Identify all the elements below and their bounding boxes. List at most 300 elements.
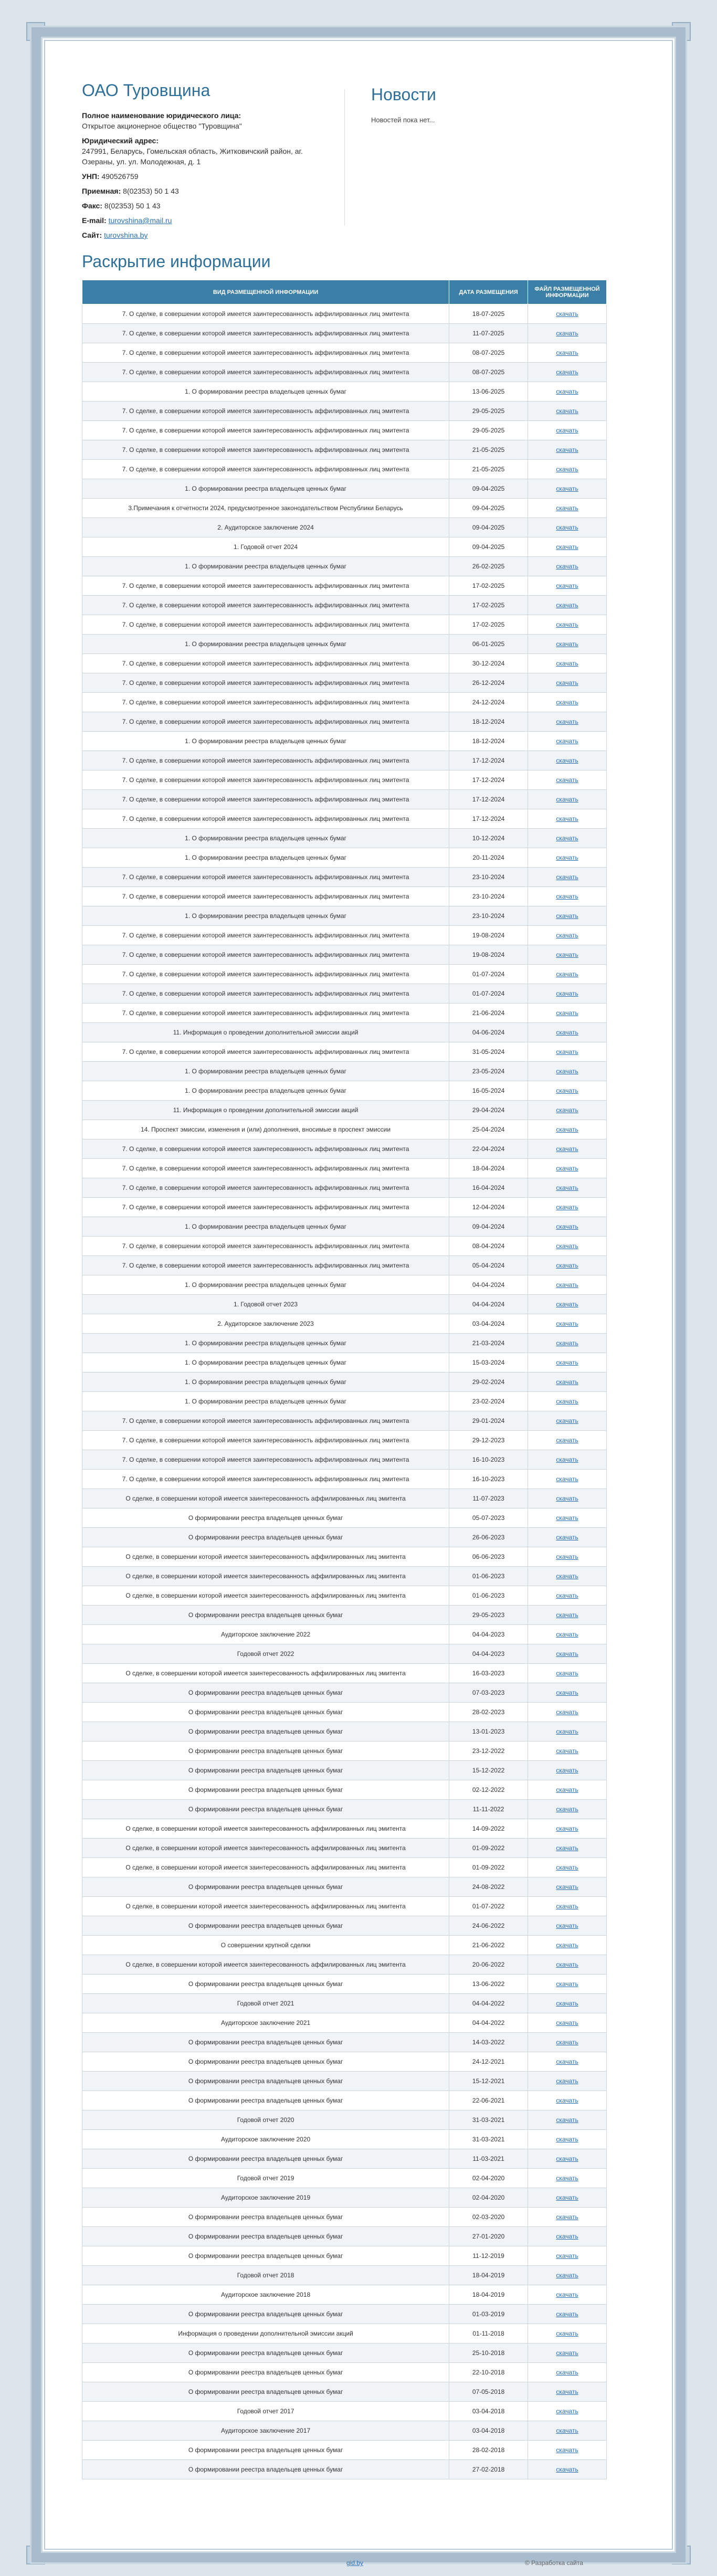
download-link[interactable]: скачать (556, 2058, 578, 2065)
table-row (82, 1955, 607, 1975)
table-row (82, 2246, 607, 2266)
row-file (528, 809, 607, 829)
download-link[interactable]: скачать (556, 2194, 578, 2201)
row-date: 24-12-2024 (449, 693, 528, 712)
download-link[interactable]: скачать (556, 679, 578, 687)
row-info-type: 1. О формировании реестра владельцев ценных бумаг (82, 1334, 449, 1353)
row-info-type: 7. О сделке, в совершении которой имеется заинтересованность аффилированных лиц эмитента (82, 615, 449, 635)
row-info-type: О формировании реестра владельцев ценных бумаг (82, 1780, 449, 1800)
download-link[interactable]: скачать (556, 912, 578, 920)
download-link[interactable]: скачать (556, 2427, 578, 2434)
row-info-type: О формировании реестра владельцев ценных бумаг (82, 1741, 449, 1761)
row-info-type: 1. О формировании реестра владельцев ценных бумаг (82, 732, 449, 751)
header-date: ДАТА РАЗМЕЩЕНИЯ (449, 280, 528, 304)
table-row (82, 770, 607, 790)
row-date: 17-12-2024 (449, 770, 528, 790)
reception-value: 8(02353) 50 1 43 (123, 187, 179, 195)
row-date: 24-08-2022 (449, 1877, 528, 1897)
table-row (82, 1547, 607, 1567)
row-date: 04-06-2024 (449, 1023, 528, 1042)
table-row (82, 2110, 607, 2130)
row-file (528, 1722, 607, 1741)
download-link[interactable]: скачать (556, 563, 578, 570)
download-link[interactable]: скачать (556, 1631, 578, 1638)
table-row (82, 2460, 607, 2479)
download-link[interactable]: скачать (556, 1301, 578, 1308)
main-content (82, 58, 607, 2479)
download-link[interactable]: скачать (556, 1864, 578, 1871)
table-row (82, 848, 607, 868)
row-date: 14-09-2022 (449, 1819, 528, 1839)
row-info-type: Годовой отчет 2019 (82, 2169, 449, 2188)
full-name-value: Открытое акционерное общество "Туровщина" (82, 122, 242, 130)
row-file (528, 1198, 607, 1217)
table-row (82, 1508, 607, 1528)
download-link[interactable]: скачать (556, 970, 578, 978)
row-info-type: 7. О сделке, в совершении которой имеется заинтересованность аффилированных лиц эмитента (82, 596, 449, 615)
row-info-type: 7. О сделке, в совершении которой имеется заинтересованность аффилированных лиц эмитента (82, 1411, 449, 1431)
table-row (82, 1625, 607, 1644)
row-info-type: О формировании реестра владельцев ценных бумаг (82, 1703, 449, 1722)
download-link[interactable]: скачать (556, 1980, 578, 1988)
download-link[interactable]: скачать (556, 2388, 578, 2395)
row-info-type: 1. О формировании реестра владельцев ценных бумаг (82, 635, 449, 654)
download-link[interactable]: скачать (556, 485, 578, 492)
row-file (528, 1664, 607, 1683)
download-link[interactable]: скачать (556, 1165, 578, 1172)
table-row (82, 2382, 607, 2402)
row-file (528, 868, 607, 887)
table-row (82, 615, 607, 635)
row-date: 26-02-2025 (449, 557, 528, 576)
download-link[interactable]: скачать (556, 1456, 578, 1463)
download-link[interactable]: скачать (556, 2369, 578, 2376)
download-link[interactable]: скачать (556, 1728, 578, 1735)
table-row (82, 1606, 607, 1625)
download-link[interactable]: скачать (556, 893, 578, 900)
email-label: E-mail: (82, 216, 107, 225)
row-file (528, 1839, 607, 1858)
row-info-type: 7. О сделке, в совершении которой имеется заинтересованность аффилированных лиц эмитента (82, 1004, 449, 1023)
table-row (82, 421, 607, 440)
download-link[interactable]: скачать (556, 2291, 578, 2298)
row-file (528, 1606, 607, 1625)
download-link[interactable]: скачать (556, 543, 578, 551)
download-link[interactable]: скачать (556, 640, 578, 648)
download-link[interactable]: скачать (556, 1922, 578, 1929)
table-row (82, 2033, 607, 2052)
row-file (528, 440, 607, 460)
row-date: 25-04-2024 (449, 1120, 528, 1139)
download-link[interactable]: скачать (556, 310, 578, 318)
row-date: 09-04-2025 (449, 479, 528, 499)
row-info-type: 7. О сделке, в совершении которой имеется заинтересованность аффилированных лиц эмитента (82, 984, 449, 1004)
row-date: 04-04-2022 (449, 1994, 528, 2013)
download-link[interactable]: скачать (556, 2039, 578, 2046)
download-link[interactable]: скачать (556, 1883, 578, 1891)
download-link[interactable]: скачать (556, 951, 578, 958)
row-file (528, 1470, 607, 1489)
download-link[interactable]: скачать (556, 1009, 578, 1017)
download-link[interactable]: скачать (556, 854, 578, 861)
table-row (82, 343, 607, 363)
row-date: 05-07-2023 (449, 1508, 528, 1528)
row-info-type: О сделке, в совершении которой имеется заинтересованность аффилированных лиц эмитента (82, 1489, 449, 1508)
row-date: 29-05-2023 (449, 1606, 528, 1625)
table-row (82, 2052, 607, 2072)
download-link[interactable]: скачать (556, 1747, 578, 1755)
table-row (82, 537, 607, 557)
download-link[interactable]: скачать (556, 1242, 578, 1250)
download-link[interactable]: скачать (556, 1145, 578, 1153)
row-date: 18-04-2019 (449, 2266, 528, 2285)
email-block (82, 215, 329, 226)
row-info-type: 7. О сделке, в совершении которой имеется заинтересованность аффилированных лиц эмитента (82, 1159, 449, 1178)
row-date: 17-02-2025 (449, 576, 528, 596)
table-row (82, 2343, 607, 2363)
row-date: 11-12-2019 (449, 2246, 528, 2266)
row-date: 16-04-2024 (449, 1178, 528, 1198)
download-link[interactable]: скачать (556, 1844, 578, 1852)
row-file (528, 1800, 607, 1819)
row-date: 04-04-2023 (449, 1644, 528, 1664)
table-row (82, 1256, 607, 1275)
download-link[interactable]: скачать (556, 718, 578, 725)
table-row (82, 1373, 607, 1392)
row-info-type: О формировании реестра владельцев ценных бумаг (82, 2363, 449, 2382)
table-row (82, 2091, 607, 2110)
download-link[interactable]: скачать (556, 2136, 578, 2143)
row-file (528, 2188, 607, 2208)
row-file (528, 1275, 607, 1295)
row-info-type: 3.Примечания к отчетности 2024, предусмотренное законодательством Республики Беларусь (82, 499, 449, 518)
row-info-type: Аудиторское заключение 2022 (82, 1625, 449, 1644)
row-info-type: О формировании реестра владельцев ценных бумаг (82, 2246, 449, 2266)
download-link[interactable]: скачать (556, 2233, 578, 2240)
row-info-type: О формировании реестра владельцев ценных бумаг (82, 1916, 449, 1936)
row-file (528, 732, 607, 751)
row-file (528, 1936, 607, 1955)
download-link[interactable]: скачать (556, 1087, 578, 1094)
row-info-type: 1. О формировании реестра владельцев ценных бумаг (82, 1275, 449, 1295)
fax-value: 8(02353) 50 1 43 (104, 202, 161, 210)
row-file (528, 906, 607, 926)
download-link[interactable]: скачать (556, 621, 578, 628)
row-file (528, 2013, 607, 2033)
row-file (528, 829, 607, 848)
download-link[interactable]: скачать (556, 1029, 578, 1036)
table-row (82, 732, 607, 751)
row-info-type: 7. О сделке, в совершении которой имеется заинтересованность аффилированных лиц эмитента (82, 790, 449, 809)
row-file (528, 1975, 607, 1994)
row-info-type: 7. О сделке, в совершении которой имеется заинтересованность аффилированных лиц эмитента (82, 1042, 449, 1062)
row-date: 04-04-2023 (449, 1625, 528, 1644)
download-link[interactable]: скачать (556, 1572, 578, 1580)
download-link[interactable]: скачать (556, 1126, 578, 1133)
row-date: 24-06-2022 (449, 1916, 528, 1936)
row-date: 01-07-2024 (449, 965, 528, 984)
download-link[interactable]: скачать (556, 1650, 578, 1657)
footer-site-link[interactable]: gid.by (346, 2559, 364, 2567)
footer-credit: © Разработка сайта (525, 2559, 583, 2567)
table-row (82, 829, 607, 848)
download-link[interactable]: скачать (556, 835, 578, 842)
download-link[interactable]: скачать (556, 2446, 578, 2454)
download-link[interactable]: скачать (556, 873, 578, 881)
download-link[interactable]: скачать (556, 1398, 578, 1405)
table-row (82, 1295, 607, 1314)
row-file (528, 402, 607, 421)
download-link[interactable]: скачать (556, 1592, 578, 1599)
table-row (82, 945, 607, 965)
row-info-type: 7. О сделке, в совершении которой имеется заинтересованность аффилированных лиц эмитента (82, 402, 449, 421)
row-file (528, 654, 607, 673)
table-row (82, 557, 607, 576)
row-info-type: О сделке, в совершении которой имеется заинтересованность аффилированных лиц эмитента (82, 1664, 449, 1683)
news-section (345, 58, 581, 252)
download-link[interactable]: скачать (556, 524, 578, 531)
download-link[interactable]: скачать (556, 1689, 578, 1696)
row-file (528, 1450, 607, 1470)
table-row (82, 1722, 607, 1741)
download-link[interactable]: скачать (556, 1941, 578, 1949)
table-row (82, 1780, 607, 1800)
download-link[interactable]: скачать (556, 1514, 578, 1522)
row-date: 09-04-2025 (449, 518, 528, 537)
row-date: 28-02-2023 (449, 1703, 528, 1722)
row-file (528, 1858, 607, 1877)
download-link[interactable]: скачать (556, 1184, 578, 1191)
row-file (528, 576, 607, 596)
download-link[interactable]: скачать (556, 368, 578, 376)
download-link[interactable]: скачать (556, 757, 578, 764)
row-date: 06-06-2023 (449, 1547, 528, 1567)
full-name-label: Полное наименование юридического лица: (82, 111, 241, 120)
table-row (82, 926, 607, 945)
download-link[interactable]: скачать (556, 2174, 578, 2182)
table-row (82, 363, 607, 382)
download-link[interactable]: скачать (556, 2252, 578, 2260)
table-row (82, 887, 607, 906)
download-link[interactable]: скачать (556, 1223, 578, 1230)
site-label: Сайт: (82, 231, 102, 239)
header-file: ФАЙЛ РАЗМЕЩЕННОЙ ИНФОРМАЦИИ (528, 280, 607, 304)
table-row (82, 2013, 607, 2033)
download-link[interactable]: скачать (556, 2466, 578, 2473)
table-row (82, 2169, 607, 2188)
row-date: 31-03-2021 (449, 2110, 528, 2130)
download-link[interactable]: скачать (556, 349, 578, 356)
download-link[interactable]: скачать (556, 1534, 578, 1541)
row-file (528, 615, 607, 635)
row-date: 15-12-2022 (449, 1761, 528, 1780)
download-link[interactable]: скачать (556, 466, 578, 473)
row-date: 01-03-2019 (449, 2305, 528, 2324)
row-date: 04-04-2024 (449, 1275, 528, 1295)
row-date: 27-02-2018 (449, 2460, 528, 2479)
download-link[interactable]: скачать (556, 1708, 578, 1716)
download-link[interactable]: скачать (556, 1806, 578, 1813)
download-link[interactable]: скачать (556, 2310, 578, 2318)
download-link[interactable]: скачать (556, 1417, 578, 1424)
row-date: 16-05-2024 (449, 1081, 528, 1101)
download-link[interactable]: скачать (556, 990, 578, 997)
download-link[interactable]: скачать (556, 2000, 578, 2007)
download-link[interactable]: скачать (556, 1437, 578, 1444)
row-date: 14-03-2022 (449, 2033, 528, 2052)
table-row (82, 1936, 607, 1955)
download-link[interactable]: скачать (556, 796, 578, 803)
row-date: 17-12-2024 (449, 751, 528, 770)
row-file (528, 460, 607, 479)
download-link[interactable]: скачать (556, 1106, 578, 1114)
download-link[interactable]: скачать (556, 2077, 578, 2085)
row-info-type: 7. О сделке, в совершении которой имеется заинтересованность аффилированных лиц эмитента (82, 945, 449, 965)
row-info-type: Годовой отчет 2020 (82, 2110, 449, 2130)
row-info-type: 2. Аудиторское заключение 2024 (82, 518, 449, 537)
table-row (82, 1897, 607, 1916)
download-link[interactable]: скачать (556, 2330, 578, 2337)
download-link[interactable]: скачать (556, 1048, 578, 1055)
row-date: 09-04-2024 (449, 1217, 528, 1237)
row-info-type: 7. О сделке, в совершении которой имеется заинтересованность аффилированных лиц эмитента (82, 926, 449, 945)
row-file (528, 421, 607, 440)
download-link[interactable]: скачать (556, 1670, 578, 1677)
download-link[interactable]: скачать (556, 1611, 578, 1619)
row-info-type: 7. О сделке, в совершении которой имеется заинтересованность аффилированных лиц эмитента (82, 809, 449, 829)
row-info-type: О формировании реестра владельцев ценных бумаг (82, 2033, 449, 2052)
email-link[interactable]: turovshina@mail.ru (108, 216, 172, 225)
row-file (528, 2266, 607, 2285)
row-date: 23-02-2024 (449, 1392, 528, 1411)
row-info-type: 7. О сделке, в совершении которой имеется заинтересованность аффилированных лиц эмитента (82, 1470, 449, 1489)
download-link[interactable]: скачать (556, 504, 578, 512)
row-file (528, 1217, 607, 1237)
row-date: 29-05-2025 (449, 402, 528, 421)
row-date: 18-12-2024 (449, 732, 528, 751)
download-link[interactable]: скачать (556, 2097, 578, 2104)
download-link[interactable]: скачать (556, 737, 578, 745)
download-link[interactable]: скачать (556, 2272, 578, 2279)
row-info-type: 2. Аудиторское заключение 2023 (82, 1314, 449, 1334)
download-link[interactable]: скачать (556, 2349, 578, 2357)
row-date: 29-01-2024 (449, 1411, 528, 1431)
row-info-type: О формировании реестра владельцев ценных бумаг (82, 2305, 449, 2324)
row-info-type: О формировании реестра владельцев ценных бумаг (82, 2072, 449, 2091)
download-link[interactable]: скачать (556, 1825, 578, 1832)
download-link[interactable]: скачать (556, 1068, 578, 1075)
download-link[interactable]: скачать (556, 776, 578, 784)
row-file (528, 1819, 607, 1839)
row-date: 16-10-2023 (449, 1470, 528, 1489)
row-file (528, 635, 607, 654)
download-link[interactable]: скачать (556, 2019, 578, 2026)
download-link[interactable]: скачать (556, 660, 578, 667)
row-date: 01-06-2023 (449, 1567, 528, 1586)
download-link[interactable]: скачать (556, 1903, 578, 1910)
row-date: 22-10-2018 (449, 2363, 528, 2382)
row-file (528, 2363, 607, 2382)
download-link[interactable]: скачать (556, 1786, 578, 1793)
download-link[interactable]: скачать (556, 1339, 578, 1347)
download-link[interactable]: скачать (556, 2408, 578, 2415)
row-date: 21-05-2025 (449, 440, 528, 460)
row-file (528, 1353, 607, 1373)
download-link[interactable]: скачать (556, 1359, 578, 1366)
download-link[interactable]: скачать (556, 1475, 578, 1483)
table-row (82, 2188, 607, 2208)
row-file (528, 1761, 607, 1780)
row-date: 23-12-2022 (449, 1741, 528, 1761)
site-link[interactable]: turovshina.by (104, 231, 148, 239)
table-row (82, 1470, 607, 1489)
download-link[interactable]: скачать (556, 699, 578, 706)
download-link[interactable]: скачать (556, 2116, 578, 2124)
download-link[interactable]: скачать (556, 1281, 578, 1289)
row-file (528, 984, 607, 1004)
table-row (82, 402, 607, 421)
row-info-type: О сделке, в совершении которой имеется заинтересованность аффилированных лиц эмитента (82, 1955, 449, 1975)
row-file (528, 557, 607, 576)
download-link[interactable]: скачать (556, 1553, 578, 1560)
download-link[interactable]: скачать (556, 407, 578, 415)
row-info-type: 1. О формировании реестра владельцев ценных бумаг (82, 557, 449, 576)
download-link[interactable]: скачать (556, 446, 578, 453)
row-info-type: 7. О сделке, в совершении которой имеется заинтересованность аффилированных лиц эмитента (82, 343, 449, 363)
download-link[interactable]: скачать (556, 427, 578, 434)
row-file (528, 2421, 607, 2441)
download-link[interactable]: скачать (556, 582, 578, 589)
row-date: 18-04-2019 (449, 2285, 528, 2305)
row-info-type: 1. О формировании реестра владельцев ценных бумаг (82, 829, 449, 848)
row-file (528, 1120, 607, 1139)
row-file (528, 1780, 607, 1800)
row-date: 31-03-2021 (449, 2130, 528, 2149)
download-link[interactable]: скачать (556, 1495, 578, 1502)
download-link[interactable]: скачать (556, 1961, 578, 1968)
row-file (528, 1508, 607, 1528)
row-info-type: 1. О формировании реестра владельцев ценных бумаг (82, 1373, 449, 1392)
download-link[interactable]: скачать (556, 1262, 578, 1269)
row-date: 09-04-2025 (449, 537, 528, 557)
download-link[interactable]: скачать (556, 815, 578, 822)
row-date: 16-03-2023 (449, 1664, 528, 1683)
row-date: 02-04-2020 (449, 2188, 528, 2208)
row-file (528, 1916, 607, 1936)
row-info-type: 1. О формировании реестра владельцев ценных бумаг (82, 1062, 449, 1081)
download-link[interactable]: скачать (556, 601, 578, 609)
row-date: 11-11-2022 (449, 1800, 528, 1819)
download-link[interactable]: скачать (556, 2155, 578, 2162)
reception-block (82, 186, 329, 196)
row-file (528, 751, 607, 770)
row-file (528, 2441, 607, 2460)
row-date: 08-04-2024 (449, 1237, 528, 1256)
row-date: 29-02-2024 (449, 1373, 528, 1392)
download-link[interactable]: скачать (556, 932, 578, 939)
download-link[interactable]: скачать (556, 1203, 578, 1211)
download-link[interactable]: скачать (556, 1320, 578, 1327)
row-info-type: О формировании реестра владельцев ценных бумаг (82, 2441, 449, 2460)
download-link[interactable]: скачать (556, 1767, 578, 1774)
table-row (82, 1994, 607, 2013)
download-link[interactable]: скачать (556, 330, 578, 337)
download-link[interactable]: скачать (556, 388, 578, 395)
download-link[interactable]: скачать (556, 1378, 578, 1386)
disclosure-table-body (82, 304, 607, 2479)
table-row (82, 1275, 607, 1295)
download-link[interactable]: скачать (556, 2213, 578, 2221)
